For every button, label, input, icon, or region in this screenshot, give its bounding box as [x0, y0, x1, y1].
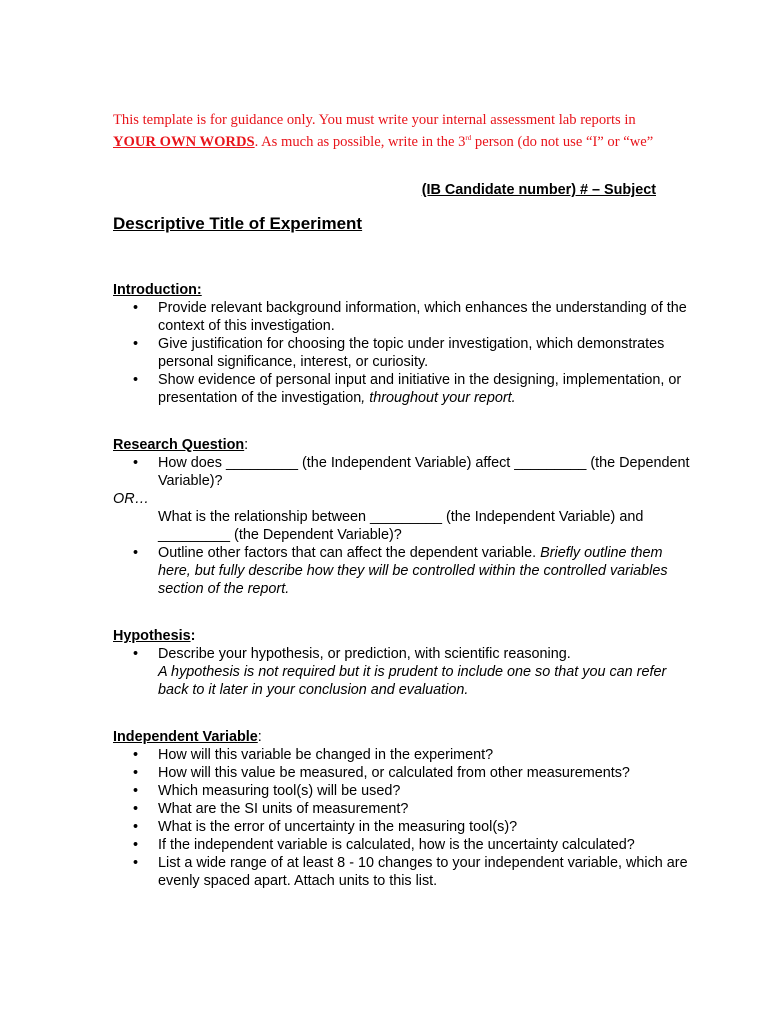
hypothesis-heading: Hypothesis:: [113, 628, 196, 644]
list-item: • What are the SI units of measurement?: [113, 800, 693, 818]
research-question-list: [113, 454, 693, 598]
research-question-heading: Research Question:: [113, 437, 249, 453]
notice-text-1: This template is for guidance only. You must write your internal assessment lab reports in: [113, 112, 636, 128]
notice-emphasis: YOUR OWN WORDS: [113, 134, 255, 150]
list-item: • What is the error of uncertainty in the measuring tool(s)?: [113, 818, 693, 836]
list-item: • Show evidence of personal input and initiative in the designing, implementation, or presentation of the investigation, throughout your report.: [113, 371, 693, 407]
list-item: What is the relationship between _________ (the Independent Variable) and _________ (the Dependent Variable)?: [158, 509, 644, 543]
notice-superscript: rd: [465, 134, 472, 142]
list-item: • List a wide range of at least 8 - 10 changes to your independent variable, which are evenly spaced apart. Attach units to this list.: [113, 854, 693, 890]
document-title: Descriptive Title of Experiment: [113, 214, 363, 233]
guidance-notice: [113, 111, 673, 151]
list-item: • Give justification for choosing the topic under investigation, which demonstrates personal significance, interest, or curiosity.: [113, 335, 693, 371]
introduction-section: [113, 281, 693, 407]
list-item: • Outline other factors that can affect the dependent variable. Briefly outline them here, but fully describe how they will be controlled within the controlled variables section of the report.: [113, 544, 693, 598]
independent-variable-list: [113, 746, 693, 890]
or-label: OR…: [113, 491, 149, 507]
notice-text-3: person (do not use “I” or “we”: [471, 134, 654, 150]
hypothesis-section: [113, 627, 693, 699]
list-item: • How will this variable be changed in the experiment?: [113, 746, 693, 764]
independent-variable-section: [113, 728, 693, 890]
list-item: • Describe your hypothesis, or prediction, with scientific reasoning. A hypothesis is not required but it is prudent to include one so that you can refer back to it later in your conclusion and evaluation.: [113, 645, 693, 699]
list-item: • Provide relevant background information, which enhances the understanding of the context of this investigation.: [113, 299, 693, 335]
research-question-section: [113, 436, 693, 598]
independent-variable-heading: Independent Variable:: [113, 729, 262, 745]
list-item: • Which measuring tool(s) will be used?: [113, 782, 693, 800]
list-item: • How does _________ (the Independent Variable) affect _________ (the Dependent Variable)?: [113, 454, 693, 490]
notice-text-2: . As much as possible, write in the 3: [254, 134, 466, 150]
list-item: • If the independent variable is calculated, how is the uncertainty calculated?: [113, 836, 693, 854]
introduction-heading: Introduction:: [113, 282, 202, 298]
candidate-line: (IB Candidate number) # – Subject: [421, 182, 656, 198]
introduction-list: [113, 299, 693, 407]
hypothesis-list: [113, 645, 693, 699]
list-item: • How will this value be measured, or calculated from other measurements?: [113, 764, 693, 782]
